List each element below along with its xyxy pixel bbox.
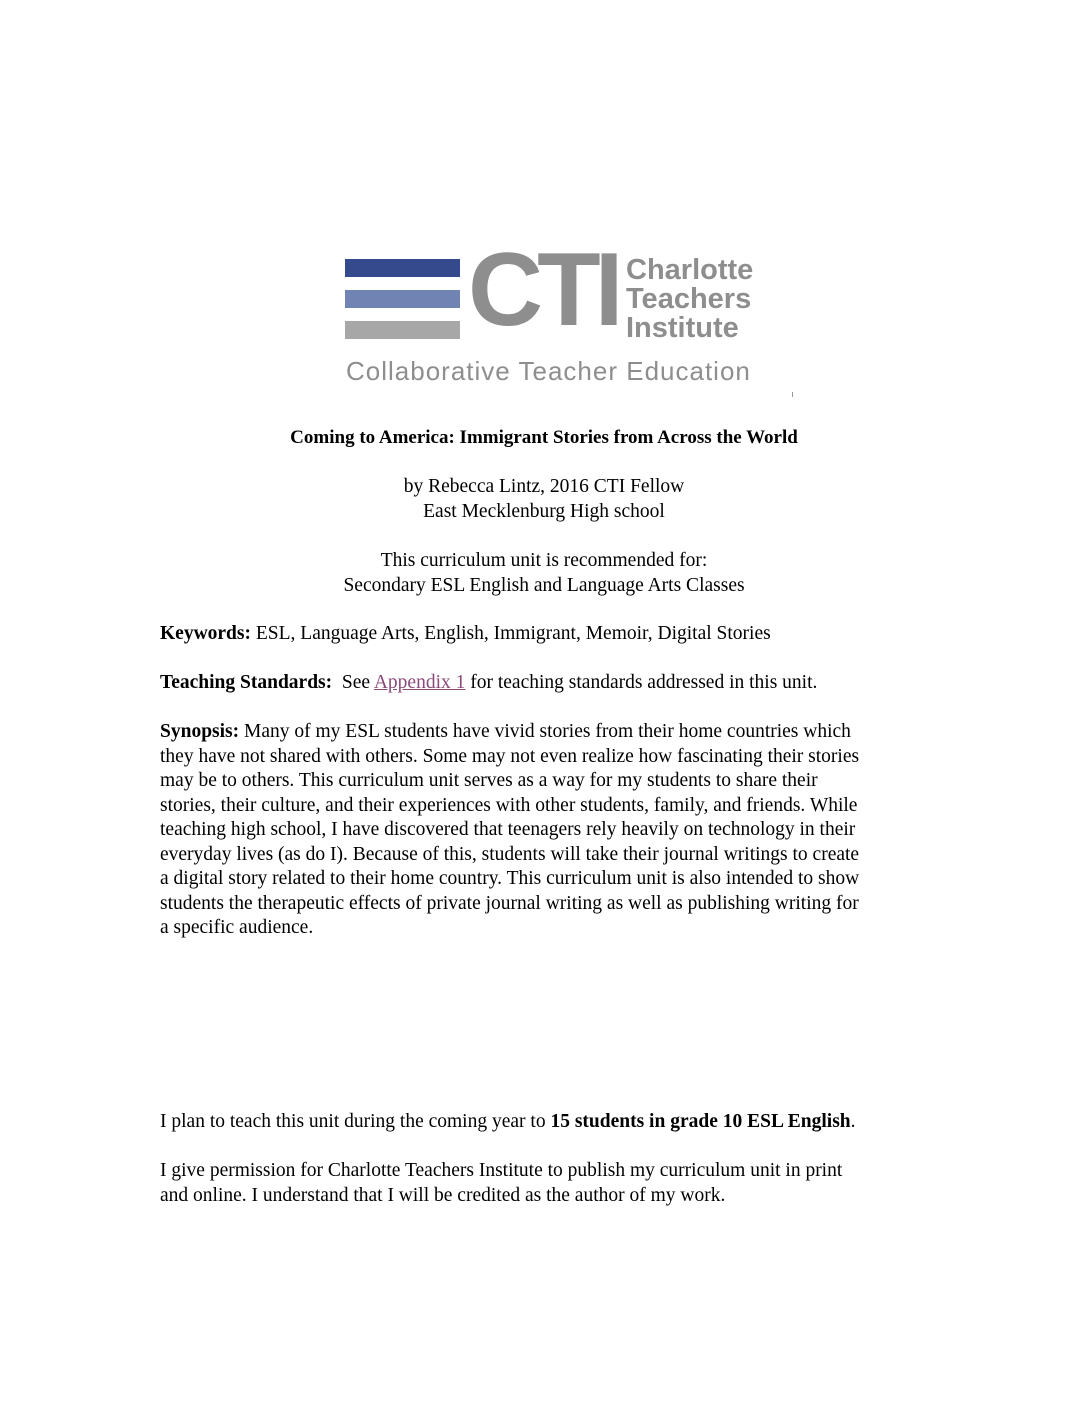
logo-divider-mark bbox=[792, 392, 793, 397]
synopsis-line-3: may be to others. This curriculum unit serves as a way for my students to share their bbox=[160, 770, 818, 791]
recommendation-line-1: This curriculum unit is recommended for: bbox=[380, 550, 708, 571]
permission-line-2: and online. I understand that I will be credited as the author of my work. bbox=[160, 1184, 726, 1206]
logo-name bbox=[626, 256, 753, 343]
plan-paragraph bbox=[160, 1110, 940, 1135]
logo-tagline: Collaborative Teacher Education bbox=[346, 356, 751, 386]
logo-acronym: CTI bbox=[468, 232, 618, 348]
plan-class-size: 15 students in grade 10 ESL English bbox=[550, 1111, 851, 1132]
appendix-1-link[interactable]: Appendix 1 bbox=[373, 672, 466, 693]
author-line: by Rebecca Lintz, 2016 CTI Fellow bbox=[403, 476, 685, 497]
standards-paragraph bbox=[160, 671, 940, 696]
cti-logo bbox=[340, 232, 790, 392]
permission-paragraph bbox=[160, 1159, 940, 1208]
synopsis-line-5: teaching high school, I have discovered that teenagers rely heavily on technology in their bbox=[160, 819, 856, 840]
recommendation-line-2: Secondary ESL English and Language Arts Classes bbox=[343, 574, 745, 596]
byline bbox=[0, 475, 1088, 524]
logo-bar-mid bbox=[345, 290, 460, 308]
synopsis-line-1 bbox=[160, 720, 940, 745]
logo-name-line-3: Institute bbox=[626, 312, 739, 344]
synopsis-paragraph bbox=[160, 720, 940, 941]
keywords-paragraph bbox=[160, 622, 940, 647]
plan-text: I plan to teach this unit during the coming year to bbox=[160, 1111, 551, 1132]
synopsis-line-9: a specific audience. bbox=[160, 917, 314, 938]
logo-bar-gray bbox=[345, 321, 460, 339]
standards-label: Teaching Standards: bbox=[160, 672, 333, 693]
synopsis-line-4: stories, their culture, and their experiences with other students, family, and friends. While bbox=[160, 794, 858, 816]
document-title: Coming to America: Immigrant Stories from Across the World bbox=[290, 427, 798, 448]
synopsis-line-6: everyday lives (as do I). Because of this, students will take their journal writings to create bbox=[160, 843, 860, 865]
synopsis-label: Synopsis: bbox=[160, 721, 240, 742]
logo-bar-dark bbox=[345, 259, 460, 277]
plan-end: . bbox=[850, 1111, 856, 1132]
synopsis-line-8: students the therapeutic effects of private journal writing as well as publishing writing for bbox=[160, 892, 859, 914]
synopsis-text-1: Many of my ESL students have vivid stories from their home countries which bbox=[239, 721, 851, 742]
keywords-text: ESL, Language Arts, English, Immigrant, Memoir, Digital Stories bbox=[251, 623, 771, 644]
logo-name-line-2: Teachers bbox=[626, 283, 752, 315]
logo-name-line-1: Charlotte bbox=[626, 254, 754, 286]
synopsis-line-7: a digital story related to their home country. This curriculum unit is also intended to show bbox=[160, 868, 860, 889]
permission-line-1: I give permission for Charlotte Teachers Institute to publish my curriculum unit in print bbox=[160, 1160, 843, 1181]
recommendation bbox=[0, 549, 1088, 598]
standards-pre-link: See bbox=[332, 672, 374, 693]
standards-post-link: for teaching standards addressed in this unit. bbox=[465, 672, 818, 693]
synopsis-line-2: they have not shared with others. Some may not even realize how fascinating their stories bbox=[160, 745, 860, 767]
keywords-label: Keywords: bbox=[160, 623, 251, 644]
school-line: East Mecklenburg High school bbox=[423, 500, 665, 522]
